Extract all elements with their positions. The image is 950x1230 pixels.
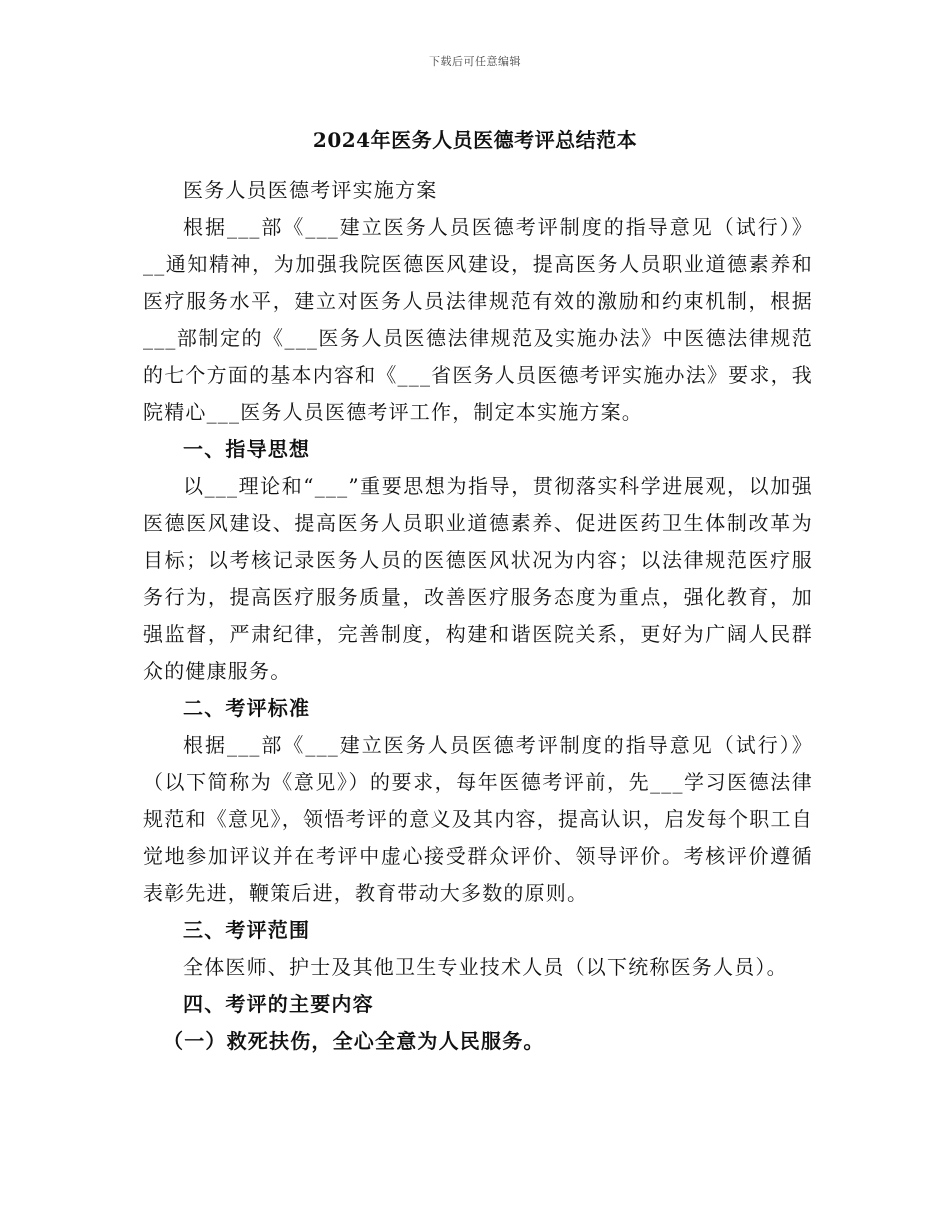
- section-heading-main-content: 四、考评的主要内容: [183, 992, 374, 1016]
- document-title: 2024年医务人员医德考评总结范本: [312, 128, 638, 152]
- document-body: [143, 172, 813, 1060]
- section-heading-guiding-ideology: 一、指导思想: [183, 437, 311, 461]
- subsection-heading-1: （一）救死扶伤，全心全意为人民服务。: [163, 1029, 545, 1053]
- section-body-guiding-ideology: 以___理论和“___”重要思想为指导，贯彻落实科学进展观，以加强医德医风建设、提高医务人员职业道德素养、促进医药卫生体制改革为目标；以考核记录医务人员的医德医风状况为内容；以法律规范医疗服务行为，提高医疗服务质量，改善医疗服务态度为重点，强化教育，加强监督，严肃纪律，完善制度，构建和谐医院关系，更好为广阔人民群众的健康服务。: [143, 474, 813, 683]
- document-subtitle: 医务人员医德考评实施方案: [183, 178, 438, 202]
- section-body-evaluation-scope: 全体医师、护士及其他卫生专业技术人员（以下统称医务人员）。: [183, 955, 788, 979]
- page-header-note: 下载后可任意编辑: [429, 55, 521, 68]
- section-heading-evaluation-standard: 二、考评标准: [183, 696, 311, 720]
- section-body-evaluation-standard: 根据___部《___建立医务人员医德考评制度的指导意见（试行）》（以下简称为《意见》）的要求，每年医德考评前，先___学习医德法律规范和《意见》，领悟考评的意义及其内容，提高认识，启发每个职工自觉地参加评议并在考评中虚心接受群众评价、领导评价。考核评价遵循表彰先进，鞭策后进，教育带动大多数的原则。: [143, 733, 813, 905]
- section-heading-evaluation-scope: 三、考评范围: [183, 918, 311, 942]
- intro-paragraph: 根据___部《___建立医务人员医德考评制度的指导意见（试行）》__通知精神，为加强我院医德医风建设，提高医务人员职业道德素养和医疗服务水平，建立对医务人员法律规范有效的激励和约束机制，根据___部制定的《___医务人员医德法律规范及实施办法》中医德法律规范的七个方面的基本内容和《___省医务人员医德考评实施办法》要求，我院精心___医务人员医德考评工作，制定本实施方案。: [143, 215, 813, 424]
